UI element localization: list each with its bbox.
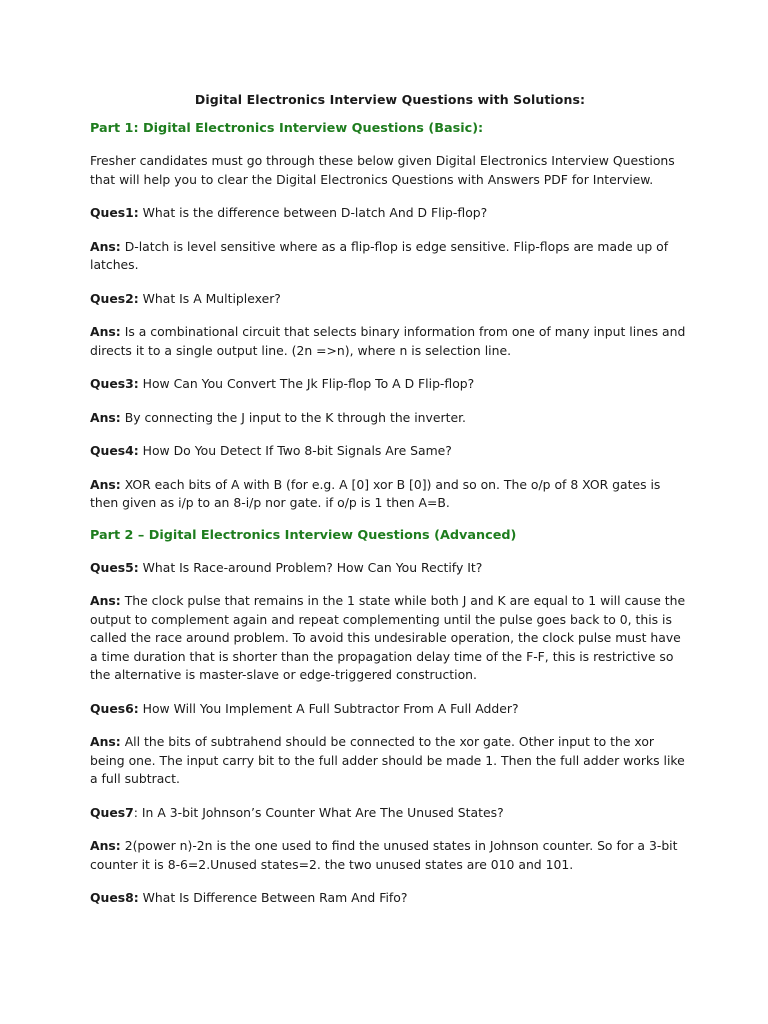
answer-7 <box>90 837 690 874</box>
part2-heading: Part 2 – Digital Electronics Interview Questions (Advanced) <box>90 527 517 543</box>
question-8 <box>90 889 690 908</box>
answer-6 <box>90 733 690 789</box>
question-3 <box>90 375 690 394</box>
answer-1 <box>90 238 690 275</box>
question-label: Ques6: <box>90 700 139 716</box>
part1-intro: Fresher candidates must go through these below given Digital Electronics Interview Questions that will help you to clear the Digital Electronics Questions with Answers PDF for Interview. <box>90 153 675 187</box>
question-text: How Can You Convert The Jk Flip-flop To A D Flip-flop? <box>138 376 475 391</box>
question-label: Ques3: <box>90 376 139 391</box>
question-label: Ques1: <box>90 205 139 220</box>
question-label: Ques5: <box>90 559 139 575</box>
answer-label: Ans: <box>90 238 121 254</box>
answer-label: Ans: <box>90 838 121 853</box>
answer-label: Ans: <box>90 593 121 608</box>
answer-3 <box>90 409 690 428</box>
question-label: Ques8: <box>90 890 139 905</box>
answer-text: By connecting the J input to the K through the inverter. <box>120 409 466 425</box>
question-text: How Do You Detect If Two 8-bit Signals Are Same? <box>138 443 452 458</box>
answer-label: Ans: <box>90 324 121 339</box>
answer-label: Ans: <box>90 476 121 492</box>
question-text: How Will You Implement A Full Subtractor From A Full Adder? <box>138 700 519 716</box>
question-text: What is the difference between D-latch And D Flip-flop? <box>138 205 488 220</box>
answer-text: XOR each bits of A with B (for e.g. A [0] xor B [0]) and so on. The o/p of 8 XOR gates is then given as i/p to an 8-i/p nor gate. if o/p is 1 then A=B. <box>90 476 661 510</box>
question-text: What Is Difference Between Ram And Fifo? <box>138 890 408 905</box>
question-text: : In A 3-bit Johnson’s Counter What Are The Unused States? <box>133 804 504 820</box>
answer-4 <box>90 476 690 513</box>
question-label: Ques2: <box>90 290 139 306</box>
question-text: What Is Race-around Problem? How Can You Rectify It? <box>138 559 483 575</box>
question-4 <box>90 442 690 461</box>
answer-label: Ans: <box>90 409 121 425</box>
answer-text: Is a combinational circuit that selects binary information from one of many input lines and directs it to a single output line. (2n =>n), where n is selection line. <box>90 324 686 358</box>
answer-text: All the bits of subtrahend should be connected to the xor gate. Other input to the xor being one. The input carry bit to the full adder should be made 1. Then the full adder works like a full subtract. <box>90 734 685 786</box>
document-title: Digital Electronics Interview Questions with Solutions: <box>194 92 586 107</box>
question-1 <box>90 204 690 223</box>
answer-text: The clock pulse that remains in the 1 state while both J and K are equal to 1 will cause the output to complement again and repeat complementing until the pulse goes back to 0, this is called the race around problem. To avoid this undesirable operation, the clock pulse must have a time duration that is shorter than the propagation delay time of the F-F, this is restrictive so the alternative is master-slave or edge-triggered construction. <box>90 593 686 682</box>
question-label: Ques7 <box>90 804 134 820</box>
answer-label: Ans: <box>90 734 121 749</box>
answer-text: 2(power n)-2n is the one used to find the unused states in Johnson counter. So for a 3-bit counter it is 8-6=2.Unused states=2. the two unused states are 010 and 101. <box>90 838 678 872</box>
answer-2 <box>90 323 690 360</box>
question-2 <box>90 290 690 309</box>
question-label: Ques4: <box>90 443 139 458</box>
question-5 <box>90 559 690 578</box>
part1-heading: Part 1: Digital Electronics Interview Questions (Basic): <box>90 121 484 136</box>
answer-5 <box>90 592 690 685</box>
answer-text: D-latch is level sensitive where as a flip-flop is edge sensitive. Flip-flops are made up of latches. <box>90 238 669 272</box>
question-6 <box>90 700 690 719</box>
question-text: What Is A Multiplexer? <box>138 290 281 306</box>
document-page <box>90 92 690 923</box>
question-7 <box>90 804 690 823</box>
